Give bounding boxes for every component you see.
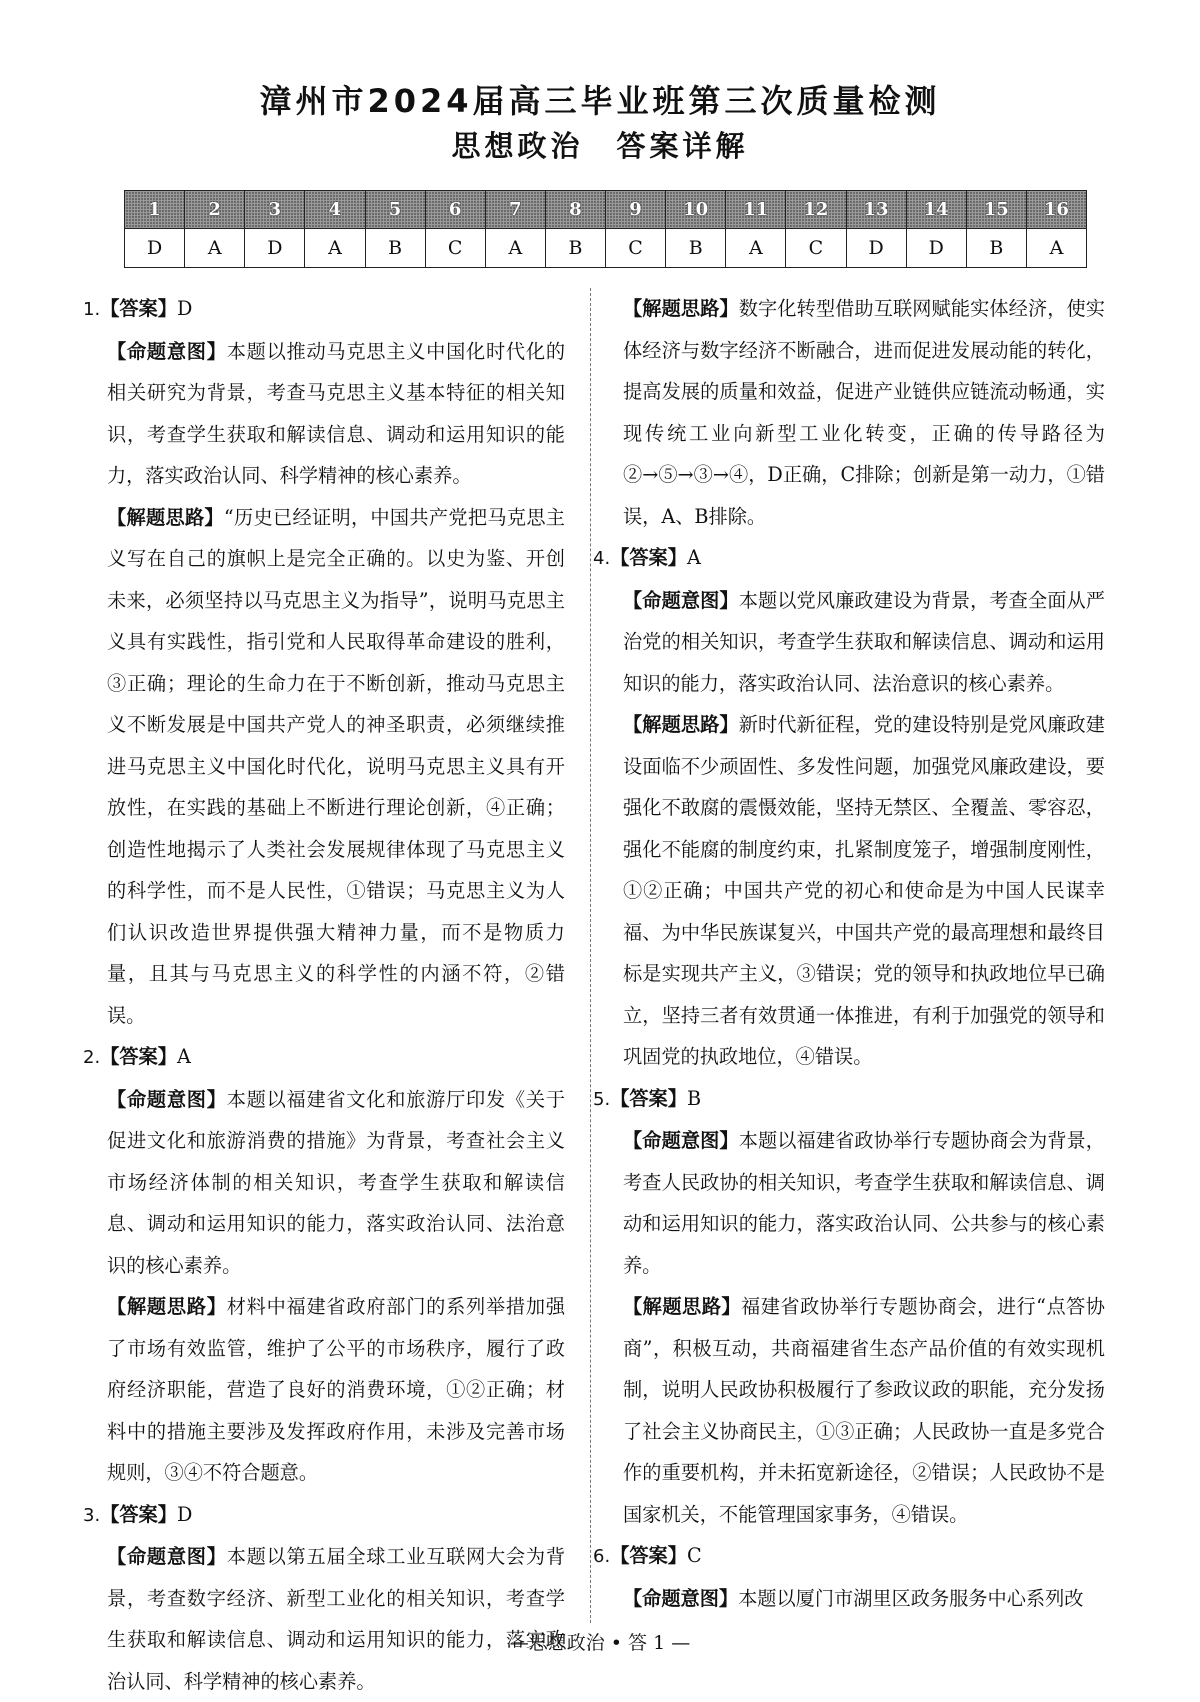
q3-thinking: 【解题思路】数字化转型借助互联网赋能实体经济，使实体经济与数字经济不断融合，进而促进发展动能的转化，提高发展的质量和效益，促进产业链供应链流动畅通，实现传统工业向新型工业化转变，正确的传导路径为②→⑤→③→④，D正确，C排除；创新是第一动力，①错误，A、B排除。	[623, 297, 1105, 528]
q5-answer-line: 5.【答案】B	[593, 1086, 702, 1110]
question-number-cell: 8	[545, 191, 605, 229]
q5-answer: B	[686, 1086, 702, 1110]
q3-answer-line: 3.【答案】D	[83, 1502, 193, 1526]
q4-answer: A	[686, 546, 701, 569]
answer-cell: B	[666, 229, 726, 268]
left-column	[83, 288, 565, 1702]
column-divider	[590, 288, 591, 1623]
right-column	[593, 288, 1105, 1619]
q1-answer: D	[176, 297, 193, 320]
q2-answer-line: 2.【答案】A	[83, 1045, 191, 1068]
q4-answer-line: 4.【答案】A	[593, 546, 701, 569]
answer-key-table	[124, 190, 1087, 268]
answer-cell: A	[1026, 229, 1086, 268]
answer-cell: A	[726, 229, 786, 268]
answer-cell: A	[185, 229, 245, 268]
q4-intent: 【命题意图】本题以党风廉政建设为背景，考查全面从严治党的相关知识，考查学生获取和解读信息、调动和运用知识的能力，落实政治认同、法治意识的核心素养。	[623, 588, 1105, 695]
q1-intent: 【命题意图】本题以推动马克思主义中国化时代化的相关研究为背景，考查马克思主义基本特征的相关知识，考查学生获取和解读信息、调动和运用知识的能力，落实政治认同、科学精神的核心素养。	[107, 339, 566, 487]
question-number-cell: 2	[185, 191, 245, 229]
answer-cell: B	[365, 229, 425, 268]
question-number-cell: 6	[425, 191, 485, 229]
q2-intent: 【命题意图】本题以福建省文化和旅游厅印发《关于促进文化和旅游消费的措施》为背景，考查社会主义市场经济体制的相关知识，考查学生获取和解读信息、调动和运用知识的能力，落实政治认同、法治意识的核心素养。	[107, 1087, 566, 1277]
q1-answer-line: 1.【答案】D	[83, 297, 193, 320]
q4-thinking: 【解题思路】新时代新征程，党的建设特别是党风廉政建设面临不少顽固性、多发性问题，加强党风廉政建设，要强化不敢腐的震慑效能，坚持无禁区、全覆盖、零容忍，强化不能腐的制度约束，扎紧制度笼子，增强制度刚性，①②正确；中国共产党的初心和使命是为中国人民谋幸福、为中华民族谋复兴，中国共产党的最高理想和最终目标是实现共产主义，③错误；党的领导和执政地位早已确立，坚持三者有效贯通一体推进，有利于加强党的领导和巩固党的执政地位，④错误。	[623, 713, 1105, 1068]
answer-cell: C	[606, 229, 666, 268]
q5-thinking: 【解题思路】福建省政协举行专题协商会，进行“点答协商”，积极互动，共商福建省生态产品价值的有效实现机制，说明人民政协积极履行了参政议政的职能，充分发扬了社会主义协商民主，①③正确；人民政协一直是多党合作的重要机构，并未拓宽新途径，②错误；人民政协不是国家机关，不能管理国家事务，④错误。	[623, 1295, 1105, 1526]
q3-answer: D	[176, 1502, 193, 1526]
answer-cell: D	[125, 229, 185, 268]
q1-thinking: 【解题思路】“历史已经证明，中国共产党把马克思主义写在自己的旗帜上是完全正确的。以史为鉴、开创未来，必须坚持以马克思主义为指导”，说明马克思主义具有实践性，指引党和人民取得革命建设的胜利，③正确；理论的生命力在于不断创新，推动马克思主义不断发展是中国共产党人的神圣职责，必须继续推进马克思主义中国化时代化，说明马克思主义具有开放性，在实践的基础上不断进行理论创新，④正确；创造性地揭示了人类社会发展规律体现了马克思主义的科学性，而不是人民性，①错误；马克思主义为人们认识改造世界提供强大精神力量，而不是物质力量，且其与马克思主义的科学性的内涵不符，②错误。	[107, 505, 565, 1027]
answer-cell: D	[245, 229, 305, 268]
answer-cell: C	[786, 229, 846, 268]
q2-thinking: 【解题思路】材料中福建省政府部门的系列举措加强了市场有效监管，维护了公平的市场秩序，履行了政府经济职能，营造了良好的消费环境，①②正确；材料中的措施主要涉及发挥政府作用，未涉及完善市场规则，③④不符合题意。	[107, 1295, 566, 1484]
question-number-cell: 16	[1026, 191, 1086, 229]
question-number-cell: 3	[245, 191, 305, 229]
q6-answer: C	[686, 1544, 702, 1567]
page-title: 漳州市2024届高三毕业班第三次质量检测	[259, 82, 941, 120]
answer-key-header-row	[125, 191, 1087, 229]
page-subtitle: 思想政治 答案详解	[451, 129, 749, 163]
q5-intent: 【命题意图】本题以福建省政协举行专题协商会为背景，考查人民政协的相关知识，考查学生获取和解读信息、调动和运用知识的能力，落实政治认同、公共参与的核心素养。	[623, 1129, 1105, 1277]
answer-cell: D	[906, 229, 966, 268]
answer-cell: A	[485, 229, 545, 268]
q3-intent: 【命题意图】本题以第五届全球工业互联网大会为背景，考查数字经济、新型工业化的相关知识，考查学生获取和解读信息、调动和运用知识的能力，落实政治认同、科学精神的核心素养。	[107, 1545, 566, 1693]
answer-cell: C	[425, 229, 485, 268]
question-number-cell: 15	[966, 191, 1026, 229]
q6-intent: 【命题意图】本题以厦门市湖里区政务服务中心系列改	[623, 1586, 1084, 1610]
question-number-cell: 10	[666, 191, 726, 229]
question-number-cell: 4	[305, 191, 365, 229]
question-number-cell: 13	[846, 191, 906, 229]
question-number-cell: 7	[485, 191, 545, 229]
question-number-cell: 1	[125, 191, 185, 229]
answer-cell: D	[846, 229, 906, 268]
answer-key-answer-row	[125, 229, 1087, 268]
question-number-cell: 11	[726, 191, 786, 229]
question-number-cell: 14	[906, 191, 966, 229]
answer-cell: B	[966, 229, 1026, 268]
question-number-cell: 5	[365, 191, 425, 229]
question-number-cell: 9	[606, 191, 666, 229]
page-footer: —思想政治 • 答 1 —	[509, 1632, 691, 1654]
answer-cell: B	[545, 229, 605, 268]
q2-answer: A	[176, 1045, 191, 1068]
answer-cell: A	[305, 229, 365, 268]
question-number-cell: 12	[786, 191, 846, 229]
q6-answer-line: 6.【答案】C	[593, 1544, 702, 1567]
